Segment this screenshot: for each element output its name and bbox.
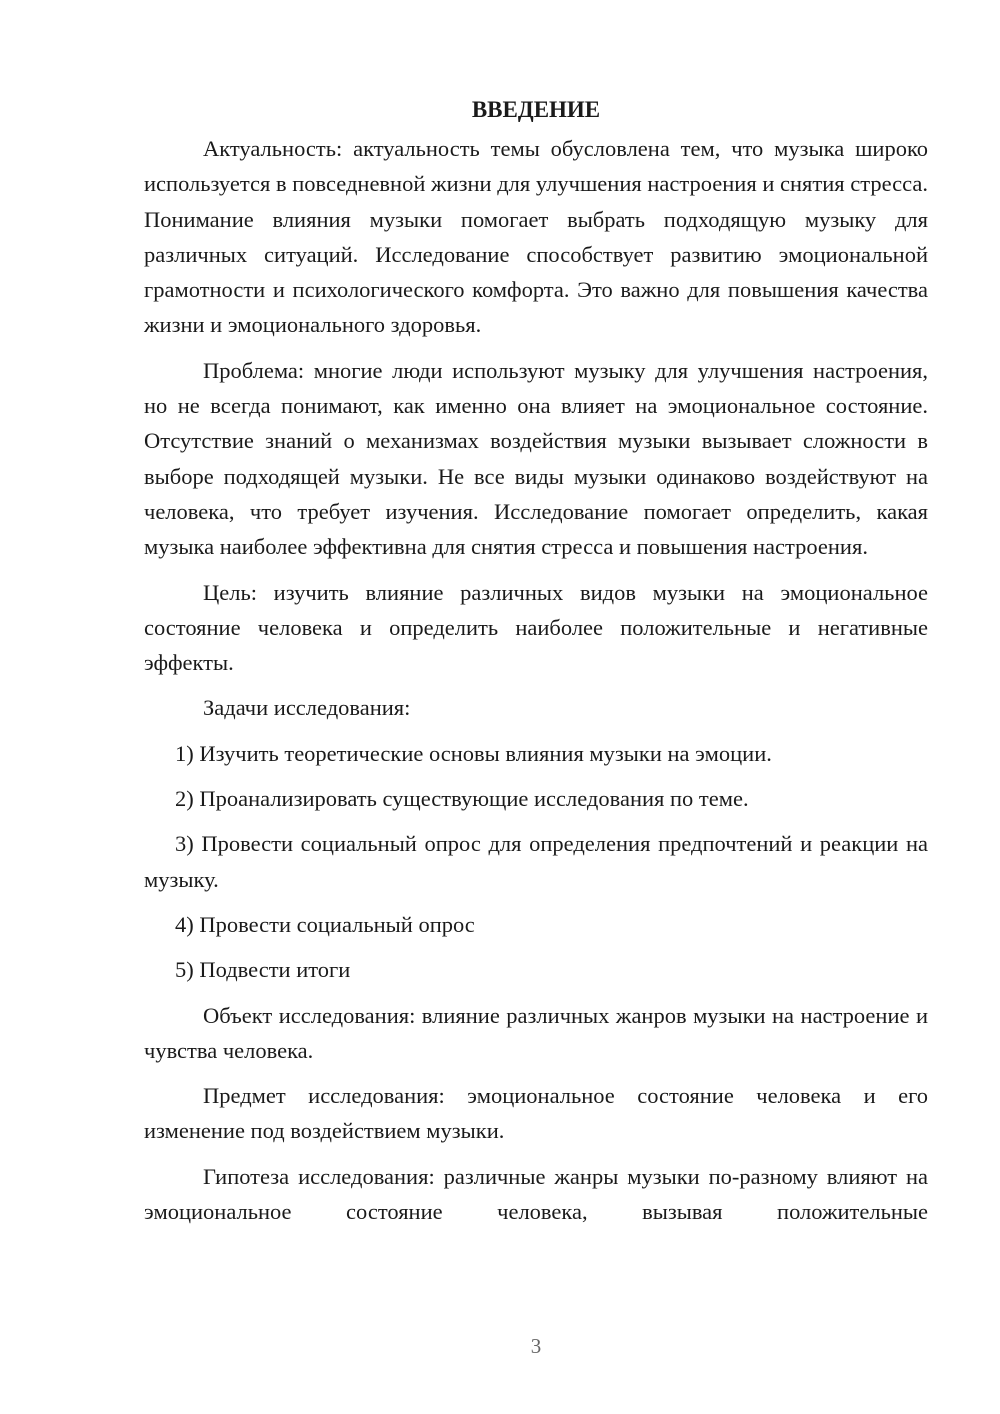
task-item-2: 2) Проанализировать существующие исследования по теме.: [175, 786, 749, 812]
paragraph-relevance: Актуальность: актуальность темы обусловлена тем, что музыка широко используется в повседневной жизни для улучшения настроения и снятия стресса. Понимание влияния музыки помогает выбрать подходящую музыку для различных ситуаций. Исследование способствует развитию эмоциональной грамотности и психологического комфорта. Это важно для повышения качества жизни и эмоционального здоровья.: [144, 136, 928, 338]
document-page: [144, 95, 928, 1239]
task-item-3: 3) Провести социальный опрос для определения предпочтений и реакции на музыку.: [144, 831, 928, 892]
page-number: 3: [530, 1334, 542, 1358]
tasks-title: Задачи исследования:: [203, 695, 411, 721]
paragraph-subject: Предмет исследования: эмоциональное состояние человека и его изменение под воздействием музыки.: [144, 1083, 928, 1144]
paragraph-problem: Проблема: многие люди используют музыку для улучшения настроения, но не всегда понимают, как именно она влияет на эмоциональное состояние. Отсутствие знаний о механизмах воздействия музыки вызывает сложности в выборе подходящей музыки. Не все виды музыки одинаково воздействуют на человека, что требует изучения. Исследование помогает определить, какая музыка наиболее эффективна для снятия стресса и повышения настроения.: [144, 357, 928, 560]
task-item-5: 5) Подвести итоги: [175, 957, 351, 983]
paragraph-hypothesis: Гипотеза исследования: различные жанры музыки по-разному влияют на эмоциональное состояние человека, вызывая положительные: [144, 1163, 928, 1225]
paragraph-goal: Цель: изучить влияние различных видов музыки на эмоциональное состояние человека и определить наиболее положительные и негативные эффекты.: [144, 579, 928, 676]
task-item-4: 4) Провести социальный опрос: [175, 911, 475, 937]
paragraph-object: Объект исследования: влияние различных жанров музыки на настроение и чувства человека.: [144, 1002, 928, 1063]
section-heading: ВВЕДЕНИЕ: [471, 97, 601, 122]
task-item-1: 1) Изучить теоретические основы влияния музыки на эмоции.: [175, 740, 772, 766]
